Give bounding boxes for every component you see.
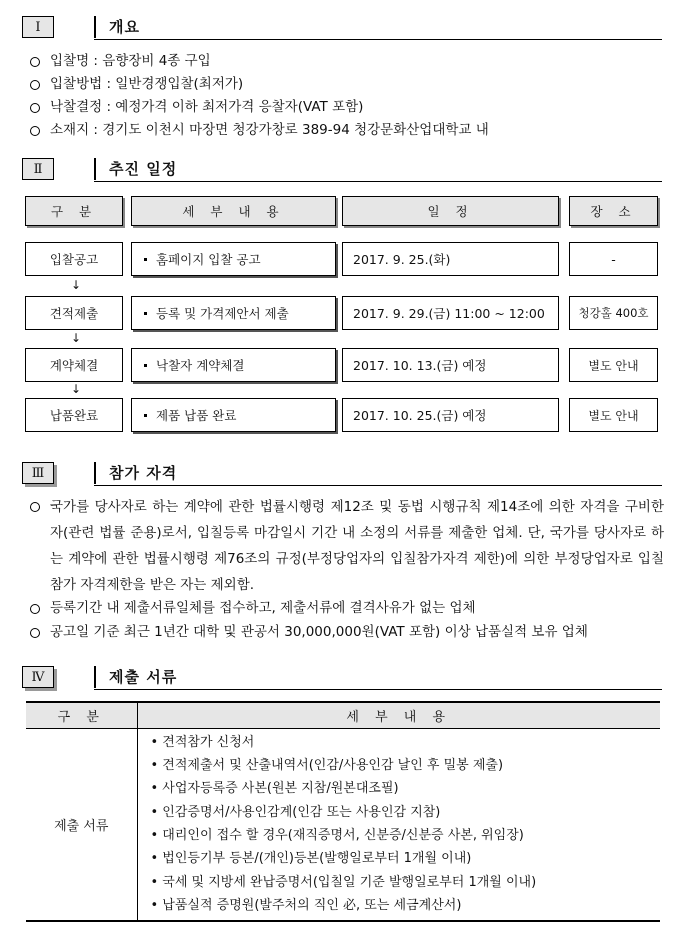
list-item: • 견적참가 신청서 bbox=[150, 734, 255, 750]
section-number: Ⅳ bbox=[22, 666, 54, 688]
section-number: Ⅱ bbox=[22, 158, 54, 180]
dot-icon bbox=[144, 364, 147, 367]
schedule-place: - bbox=[569, 242, 658, 276]
section-title: 참가 자격 bbox=[109, 464, 178, 482]
circle-bullet-icon bbox=[30, 604, 40, 614]
down-arrow-icon: ↓ bbox=[71, 382, 82, 396]
table-row bbox=[26, 728, 660, 921]
list-item: • 대리인이 접수 할 경우(재직증명서, 신분증/신분증 사본, 위임장) bbox=[150, 828, 524, 844]
section-title: 추진 일정 bbox=[109, 160, 178, 178]
table-cell-items bbox=[137, 728, 660, 921]
schedule-place: 별도 안내 bbox=[569, 348, 658, 382]
section-2-header bbox=[22, 156, 662, 182]
schedule-header-detail: 세 부 내 용 bbox=[131, 196, 336, 226]
schedule-header-date: 일 정 bbox=[342, 196, 559, 226]
divider bbox=[94, 666, 96, 688]
schedule-detail: 등록 및 가격제안서 제출 bbox=[131, 296, 336, 330]
section-1-header bbox=[22, 14, 662, 40]
divider bbox=[94, 16, 96, 38]
circle-bullet-icon bbox=[30, 628, 40, 638]
section-number: Ⅰ bbox=[22, 16, 54, 38]
circle-bullet-icon bbox=[30, 502, 40, 512]
section-number: Ⅲ bbox=[22, 462, 54, 484]
column-header: 구 분 bbox=[26, 702, 137, 728]
schedule-date: 2017. 9. 25.(화) bbox=[342, 242, 559, 276]
section-title: 제출 서류 bbox=[109, 668, 178, 686]
document-list bbox=[138, 729, 661, 920]
schedule-place: 별도 안내 bbox=[569, 398, 658, 432]
list-item: 등록기간 내 제출서류일체를 접수하고, 제출서류에 결격사유가 없는 업체 bbox=[30, 596, 664, 620]
list-item: 낙찰결정 : 예정가격 이하 최저가격 응찰자(VAT 포함) bbox=[30, 96, 662, 119]
schedule-place: 청강홀 400호 bbox=[569, 296, 658, 330]
dot-icon bbox=[144, 312, 147, 315]
schedule-stage: 견적제출 bbox=[25, 296, 123, 330]
section-4-header bbox=[22, 664, 662, 690]
list-item: 입찰방법 : 일반경쟁입찰(최저가) bbox=[30, 73, 662, 96]
schedule-stage: 계약체결 bbox=[25, 348, 123, 382]
list-item: • 견적제출서 및 산출내역서(인감/사용인감 날인 후 밀봉 제출) bbox=[150, 757, 504, 773]
circle-bullet-icon bbox=[30, 103, 40, 113]
circle-bullet-icon bbox=[30, 57, 40, 67]
column-header: 세 부 내 용 bbox=[137, 702, 660, 728]
list-item: 공고일 기준 최근 1년간 대학 및 관공서 30,000,000원(VAT 포함) 이상 납품실적 보유 업체 bbox=[30, 620, 664, 644]
divider bbox=[94, 181, 662, 183]
schedule-detail: 제품 납품 완료 bbox=[131, 398, 336, 432]
table-cell-category: 제출 서류 bbox=[26, 728, 137, 921]
schedule-stage: 입찰공고 bbox=[25, 242, 123, 276]
dot-icon bbox=[144, 414, 147, 417]
schedule-detail: 홈페이지 입찰 공고 bbox=[131, 242, 336, 276]
list-item: 소재지 : 경기도 이천시 마장면 청강가창로 389-94 청강문화산업대학교 내 bbox=[30, 119, 662, 142]
section-title: 개요 bbox=[109, 18, 140, 36]
list-item: • 국세 및 지방세 완납증명서(입칠일 기준 발행일로부터 1개월 이내) bbox=[150, 874, 537, 890]
circle-bullet-icon bbox=[30, 126, 40, 136]
schedule-date: 2017. 10. 13.(금) 예정 bbox=[342, 348, 559, 382]
schedule-stage: 납품완료 bbox=[25, 398, 123, 432]
list-item: • 사업자등록증 사본(원본 지참/원본대조필) bbox=[150, 781, 399, 797]
list-item: 입찰명 : 음향장비 4종 구입 bbox=[30, 50, 662, 73]
documents-table bbox=[26, 701, 660, 922]
schedule-date: 2017. 9. 29.(금) 11:00 ~ 12:00 bbox=[342, 296, 559, 330]
qualification-list bbox=[30, 494, 664, 644]
section-3-header bbox=[22, 460, 662, 486]
list-item: • 인감증명서/사용인감계(인감 또는 사용인감 지참) bbox=[150, 804, 441, 820]
list-item: • 법인등기부 등본/(개인)등본(발행일로부터 1개월 이내) bbox=[150, 851, 472, 867]
circle-bullet-icon bbox=[30, 80, 40, 90]
overview-list bbox=[30, 50, 662, 142]
schedule-detail: 낙찰자 계약체결 bbox=[131, 348, 336, 382]
down-arrow-icon: ↓ bbox=[71, 331, 82, 345]
divider bbox=[94, 462, 96, 484]
dot-icon bbox=[144, 258, 147, 261]
down-arrow-icon: ↓ bbox=[71, 278, 82, 292]
table-header-row bbox=[26, 702, 660, 728]
list-item: 국가를 당사자로 하는 계약에 관한 법률시행령 제12조 및 동법 시행규칙 제14조에 의한 자격을 구비한 자(관련 법률 준용)로서, 입칠등록 마감일시 기간 내 소정의 서류를 제출한 업체. 단, 국가를 당사자로 하는 계약에 관한 법률시행령 제76조의 규정(부정당업자의 입칠참가자격 제한)에 의한 부정당업자로 입칠참가 자격제한을 받은 자는 제외함. bbox=[30, 494, 664, 598]
schedule-header-stage: 구 분 bbox=[25, 196, 123, 226]
divider bbox=[94, 39, 662, 41]
divider bbox=[94, 158, 96, 180]
list-item: • 납품실적 증명원(발주처의 직인 必, 또는 세금계산서) bbox=[150, 898, 462, 914]
schedule-header-place: 장 소 bbox=[569, 196, 658, 226]
divider bbox=[94, 485, 662, 487]
divider bbox=[94, 689, 662, 691]
schedule-date: 2017. 10. 25.(금) 예정 bbox=[342, 398, 559, 432]
